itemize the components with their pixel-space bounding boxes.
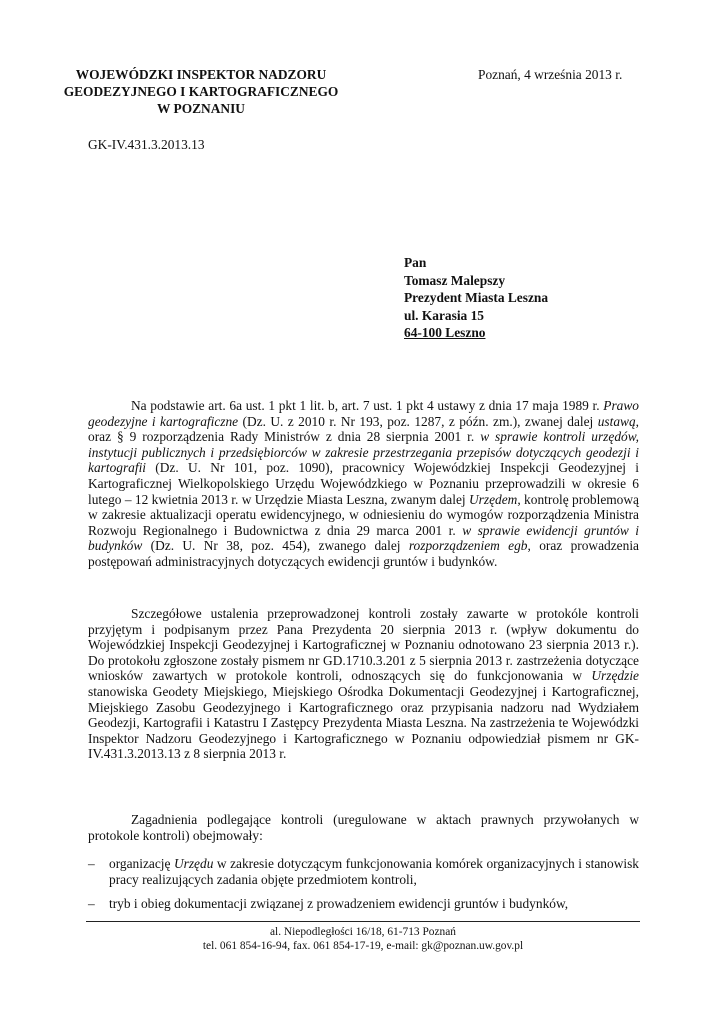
p1-regulation-title: w sprawie kontroli urzędów, instytucji publicznych i przedsiębiorców w zakresie przestrzegania przepisów dotyczących geodezji i kartografii xyxy=(88,429,639,476)
footer-divider xyxy=(86,921,640,922)
addressee-postal: 64-100 Leszno xyxy=(404,325,486,341)
paragraph-scope xyxy=(88,812,639,843)
list-item xyxy=(88,896,639,912)
list-item-term-urzad: Urzędu xyxy=(173,856,214,871)
list-item xyxy=(88,856,639,887)
p2-term-urzad: Urzędzie xyxy=(591,668,639,684)
list-item-text: tryb i obieg dokumentacji związanej z prowadzeniem ewidencji gruntów i budynków, xyxy=(109,896,569,911)
p1-term-ustawa: ustawą xyxy=(597,413,636,429)
paragraph-legal-basis xyxy=(88,398,639,570)
paragraph-findings xyxy=(88,606,639,762)
list-item-text: organizację xyxy=(109,856,174,871)
footer-address: al. Niepodległości 16/18, 61-713 Poznań xyxy=(269,926,456,938)
p1-text: (Dz. U. z 2010 r. Nr 193, poz. 1287, z późn. zm.), zwanej dalej xyxy=(238,413,598,429)
list-dash: – xyxy=(88,896,95,911)
place-date: Poznań, 4 września 2013 r. xyxy=(478,67,623,82)
reference-number: GK-IV.431.3.2013.13 xyxy=(88,137,205,152)
p1-term-urzad: Urzędem xyxy=(468,491,518,507)
addressee-name: Tomasz Malepszy xyxy=(404,272,506,288)
p1-text: , oraz prowadzenia postępowań administracyjnych dotyczących ewidencji gruntów i budynków. xyxy=(88,538,639,569)
issuer-line-2: GEODEZYJNEGO I KARTOGRAFICZNEGO xyxy=(63,84,339,99)
issuer-header xyxy=(60,66,342,117)
addressee-title: Prezydent Miasta Leszna xyxy=(404,290,549,306)
p1-regulation-egb: w sprawie ewidencji gruntów i budynków xyxy=(88,522,639,554)
p1-text: , kontrolę problemową w zakresie aktualizacji operatu ewidencyjnego, w odniesieniu do wymogów rozporządzenia Ministra Rozwoju Regionalnego i Budownictwa z dnia 29 marca 2001 r. xyxy=(88,491,639,538)
addressee-street: ul. Karasia 15 xyxy=(404,307,484,323)
p2-text: stanowiska Geodety Miejskiego, Miejskiego Ośrodka Dokumentacji Geodezyjnej i Kartograficznej, Miejskiego Zasobu Geodezyjnego i Kartograficznego oraz przypisania nadzoru nad Wydziałem Geodezji, Kartografii i Katastru I Zastępcy Prezydenta Miasta Leszna. Na zastrzeżenia te Wojewódzki Inspektor Nadzoru Geodezyjnego i Kartograficznego w Poznaniu odpowiedział pismem nr GK-IV.431.3.2013.13 z 8 sierpnia 2013 r. xyxy=(88,683,639,762)
list-item-text: w zakresie dotyczącym funkcjonowania komórek organizacyjnych i stanowisk pracy realizujących zadania objęte przedmiotem kontroli, xyxy=(109,856,639,887)
p1-act-title: Prawo geodezyjne i kartograficzne xyxy=(88,398,639,429)
p3-text: Zagadnienia podlegające kontroli (uregulowane w aktach prawnych przywołanych w protokole kontroli) obejmowały: xyxy=(88,812,639,843)
addressee-block xyxy=(404,254,548,342)
p1-text: , oraz § 9 rozporządzenia Rady Ministrów z dnia 28 sierpnia 2001 r. xyxy=(88,413,639,445)
p1-text: Na podstawie art. 6a ust. 1 pkt 1 lit. b, art. 7 ust. 1 pkt 4 ustawy z dnia 17 maja 1989 r. xyxy=(131,398,604,413)
p2-text: Szczegółowe ustalenia przeprowadzonej kontroli zostały zawarte w protokóle kontroli przyjętym i podpisanym przez Pana Prezydenta 20 sierpnia 2013 r. (wpływ dokumentu do Wojewódzkiej Inspekcji Geodezyjnej i Kartograficznej w Poznaniu odnotowano 23 sierpnia 2013 r.). Do protokołu zgłoszone zostały pismem nr GD.1710.3.201 z 5 sierpnia 2013 r. zastrzeżenia dotyczące wniosków zawartych w protokole kontroli, odnoszących się do funkcjonowania w xyxy=(88,606,639,684)
p1-term-rozporzadzenie: rozporządzeniem egb xyxy=(408,538,528,554)
addressee-salutation: Pan xyxy=(404,255,427,270)
list-dash: – xyxy=(88,856,95,871)
issuer-line-1: WOJEWÓDZKI INSPEKTOR NADZORU xyxy=(75,67,327,82)
p1-text: (Dz. U. Nr 38, poz. 454), zwanego dalej xyxy=(142,538,409,554)
issuer-line-3: W POZNANIU xyxy=(157,101,245,116)
p1-text: (Dz. U. Nr 101, poz. 1090), pracownicy Wojewódzkiej Inspekcji Geodezyjnej i Kartograficznej Wielkopolskiego Urzędu Wojewódzkiego w Poznaniu przeprowadzili w okresie 6 lutego – 12 kwietnia 2013 r. w Urzędzie Miasta Leszna, zwanym dalej xyxy=(88,460,639,507)
footer-contact: tel. 061 854-16-94, fax. 061 854-17-19, e-mail: gk@poznan.uw.gov.pl xyxy=(202,940,524,952)
